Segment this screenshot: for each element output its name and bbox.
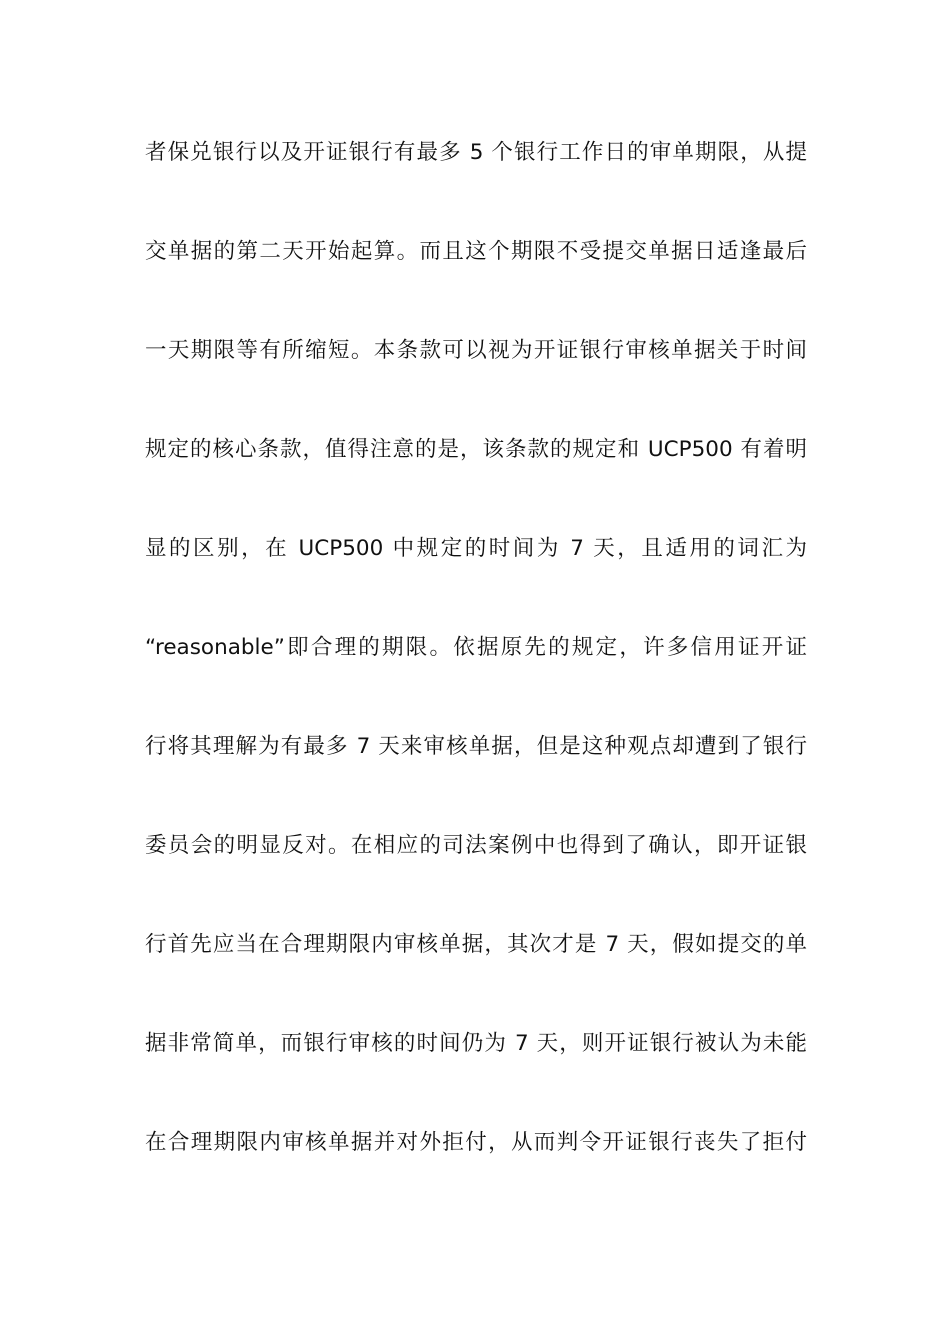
text-line-2: 交单据的第二天开始起算。而且这个期限不受提交单据日适逢最后 [145,239,807,264]
text-line-1: 者保兑银行以及开证银行有最多 5 个银行工作日的审单期限，从提 [145,140,807,165]
text-line-11: 在合理期限内审核单据并对外拒付，从而判令开证银行丧失了拒付 [145,1130,807,1155]
text-line-5: 显的区别，在 UCP500 中规定的时间为 7 天，且适用的词汇为 [145,536,807,561]
text-line-9: 行首先应当在合理期限内审核单据，其次才是 7 天，假如提交的单 [145,932,807,957]
text-line-4: 规定的核心条款，值得注意的是，该条款的规定和 UCP500 有着明 [145,437,807,462]
text-line-7: 行将其理解为有最多 7 天来审核单据，但是这种观点却遭到了银行 [145,734,807,759]
text-line-3: 一天期限等有所缩短。本条款可以视为开证银行审核单据关于时间 [145,338,807,363]
text-line-8: 委员会的明显反对。在相应的司法案例中也得到了确认，即开证银 [145,833,807,858]
text-line-6: “reasonable”即合理的期限。依据原先的规定，许多信用证开证 [145,635,807,660]
text-line-10: 据非常简单，而银行审核的时间仍为 7 天，则开证银行被认为未能 [145,1031,807,1056]
